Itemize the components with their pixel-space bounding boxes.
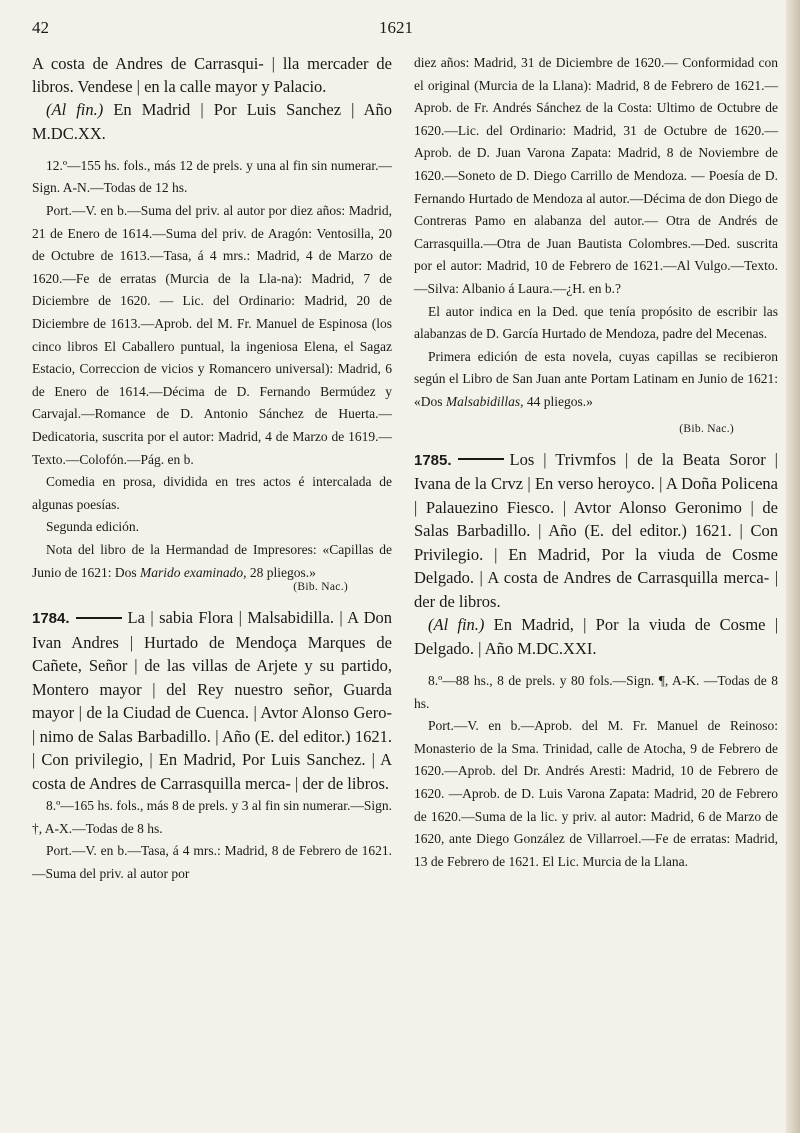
entry-1784 bbox=[32, 606, 392, 795]
colophon-label: (Al fin.) bbox=[46, 100, 104, 120]
note-text: Segunda edición. bbox=[46, 519, 139, 535]
colophon-text: En Madrid | Por Luis Sanchez | Año M.DC.XX. bbox=[32, 100, 392, 143]
colophon-line bbox=[414, 613, 778, 660]
note-italic-title: Marido examinado, bbox=[140, 564, 247, 580]
continuation-text: A costa de Andres de Carrasqui- | lla mercader de libros. Vendese | en la calle mayor y Palacio. bbox=[32, 54, 392, 97]
details-text: Port.—V. en b.—Suma del priv. al autor por diez años: Madrid, 21 de Enero de 1614.—Suma del priv. de Aragón: Ventosilla, 20 de Octubre de 1613.—Tasa, á 4 mrs.: Madrid, 4 de Marzo de 1620.—Fe de erratas (Murcia de la Lla-na): Madrid, 7 de Diciembre de 1620. — Lic. del Ordinario: Madrid, 20 de Diciembre de 1613.—Aprob. del M. Fr. Manuel de Espinosa (los cinco libros El Caballero puntual, la ingeniosa Elena, el Sagaz Estacio, Correccion de vicios y Romancero universal): Madrid, 6 de Enero de 1614.—Décima de D. Fernando Bermúdez y Carvajal.—Romance de D. Antonio Sánchez de Huerta.—Dedicatoria, suscrita por el autor: Madrid, 4 de Marzo de 1619.—Texto.—Colofón.—Pág. en b. bbox=[32, 203, 392, 467]
details-text: Port.—V. en b.—Tasa, á 4 mrs.: Madrid, 8 de Febrero de 1621.—Suma del priv. al autor por bbox=[32, 843, 392, 881]
note-text: Comedia en prosa, dividida en tres actos é intercalada de algunas poesías. bbox=[32, 474, 392, 512]
note-body: Nota del libro de la Hermandad de Impresores: «Capillas de Junio de 1621: Dos bbox=[32, 541, 392, 580]
physical-description: 12.º—155 hs. fols., más 12 de prels. y una al fin sin numerar.—Sign. A-N.—Todas de 12 hs. bbox=[32, 157, 392, 196]
note-text: El autor indica en la Ded. que tenía propósito de escribir las alabanzas de D. García Hurtado de Mendoza, padre del Mecenas. bbox=[414, 303, 778, 342]
details-text: Port.—V. en b.—Aprob. del M. Fr. Manuel de Reinoso: Monasterio de la Sma. Trinidad, calle de Atocha, 9 de Febrero de 1620.—Aprob. del Dr. Andrés Aresti: Madrid, 10 de Febrero de 1620. —Aprob. de D. Luis Varona Zapata: Madrid, 20 de Febrero de 1620.—Suma de la lic. y priv. al autor: Madrid, 6 de Marzo de 1620, ante Diego González de Villarroel.—Fe de erratas: Madrid, 13 de Febrero de 1621. El Lic. Murcia de la Llana. bbox=[414, 718, 778, 869]
source-attribution: (Bib. Nac.) bbox=[293, 581, 348, 594]
entry-title: La | sabia Flora | Malsabidilla. | A Don Ivan Andres | Hurtado de Mendoça Marques de Cañete, Señor | de las villas de Arjete y su partido, Montero mayor | del Rey nuestro señor, Guarda mayor | de la Ciudad de Cuenca. | Avtor Alonso Gero- | nimo de Salas Barbadillo. | Año (E. del editor.) 1621. | Con privilegio, | En Madrid, Por Luis Sanchez. | A costa de Andres de Carrasquilla merca- | der de libros. bbox=[32, 608, 392, 793]
note-body: Primera edición de esta novela, cuyas capillas se recibieron según el Libro de San Juan ante Portam Latinam en Junio de 1621: «Dos bbox=[414, 348, 778, 409]
note-tail: 28 pliegos.» bbox=[249, 564, 316, 580]
entry-dash bbox=[458, 458, 504, 460]
left-column bbox=[32, 52, 392, 885]
page-header bbox=[32, 18, 760, 42]
source-attribution: (Bib. Nac.) bbox=[679, 422, 734, 435]
page-number: 42 bbox=[32, 18, 49, 37]
physical-description: 8.º—165 hs. fols., más 8 de prels. y 3 al fin sin numerar.—Sign. †, A-X.—Todas de 8 hs. bbox=[32, 798, 392, 836]
colophon-label: (Al fin.) bbox=[428, 615, 485, 634]
entry-number: 1785. bbox=[414, 451, 452, 469]
entry-title: Los | Trivmfos | de la Beata Soror | Ivana de la Crvz | En verso heroyco. | A Doña Policena | Palauezino Fiesco. | Avtor Alonso Geronimo | de Salas Barbadillo. | Año (E. del editor.) 1621. | Con Privilegio. | En Madrid, Por la viuda de Cosme Delgado. | A costa de Andres de Carrasquilla merca- | der de libros. bbox=[414, 449, 778, 611]
note-tail: 44 pliegos.» bbox=[526, 393, 593, 409]
entry-1785 bbox=[414, 448, 778, 614]
entry-number: 1784. bbox=[32, 610, 70, 628]
page-edge bbox=[786, 0, 800, 1133]
entry-dash bbox=[76, 617, 122, 619]
right-column bbox=[414, 52, 778, 873]
note-italic-title: Malsabidillas, bbox=[445, 393, 524, 409]
colophon-line bbox=[32, 98, 392, 144]
continuation-text: diez años: Madrid, 31 de Diciembre de 1620.— Conformidad con el original (Murcia de la Llana): Madrid, 8 de Febrero de 1621.—Aprob. de Fr. Andrés Sánchez de la Costa: Ultimo de Octubre de 1620.—Lic. del Ordinario: Madrid, 31 de Octubre de 1620.—Aprob. de D. Juan Varona Zapata: Madrid, 8 de Noviembre de 1620.—Soneto de D. Diego Carrillo de Mendoza. — Poesía de D. Fernando Hurtado de Mendoza al autor.—Décima de don Diego de Contreras Pamo en alabanza del autor.— Otra de Andrés de Carrasquilla.—Otra de Juan Bautista Colombres.—Ded. suscrita por el autor: Madrid, 10 de Febrero de 1621.—Al Vulgo.—Texto.—Silva: Albanio á Laura.—¿H. en b.? bbox=[414, 55, 778, 296]
running-year: 1621 bbox=[379, 18, 413, 37]
physical-description: 8.º—88 hs., 8 de prels. y 80 fols.—Sign. ¶, A-K. —Todas de 8 hs. bbox=[414, 673, 778, 711]
colophon-text: En Madrid, | Por la viuda de Cosme | Delgado. | Año M.DC.XXI. bbox=[414, 615, 779, 658]
note-text bbox=[414, 346, 778, 414]
